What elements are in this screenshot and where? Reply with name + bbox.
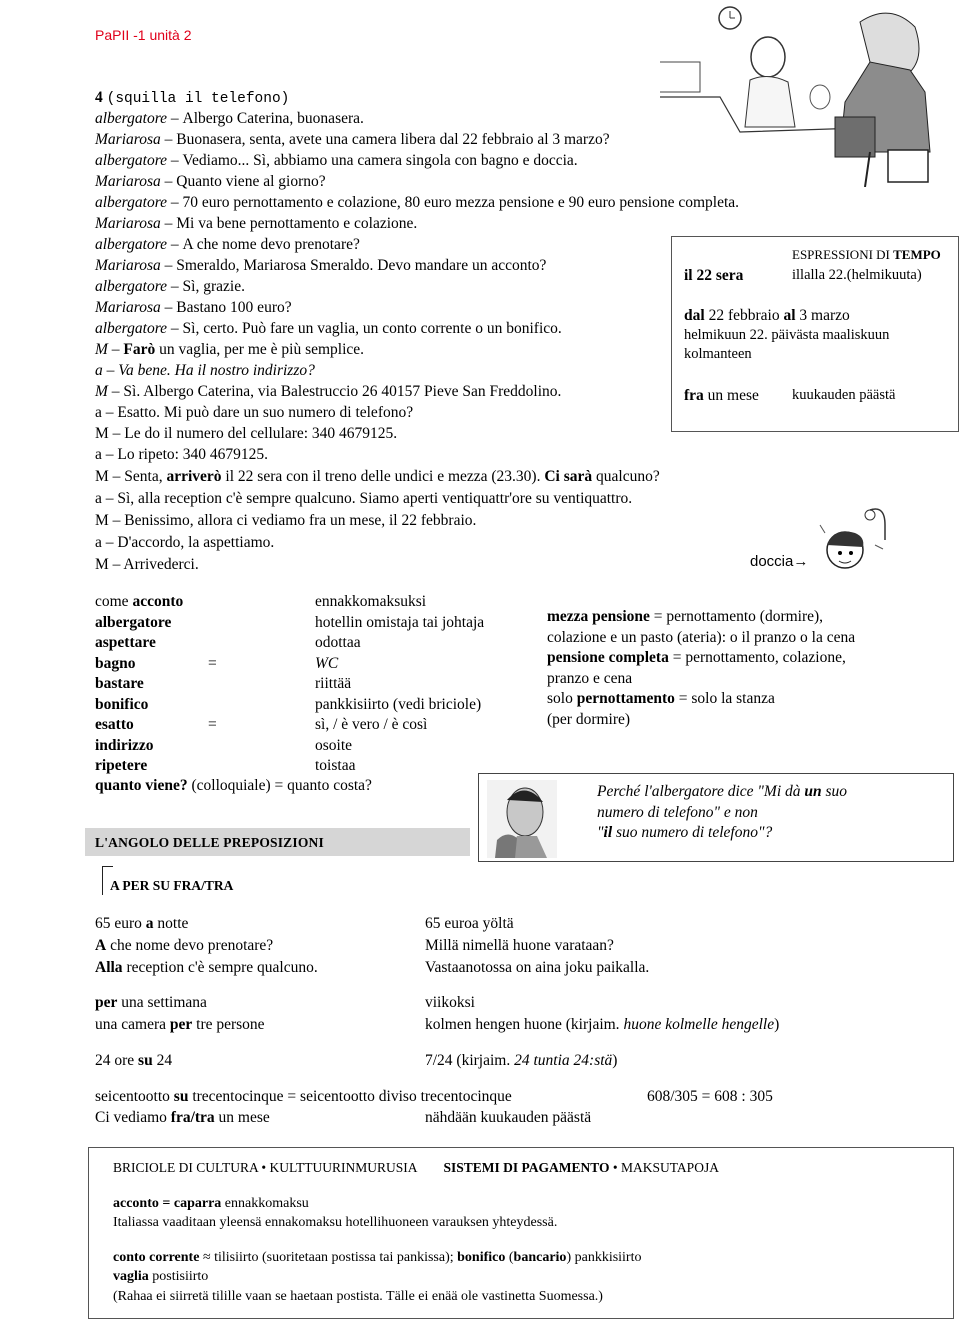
time-expr-it: dal 22 febbraio al 3 marzo xyxy=(684,307,850,324)
dialogue-line: a – Lo ripeto: 340 4679125. xyxy=(95,446,269,463)
culture-text: acconto = caparra ennakkomaksu xyxy=(113,1196,309,1211)
prepositions-it: 65 euro a notte A che nome devo prenotare? Alla reception c'è sempre qualcuno. xyxy=(95,915,318,976)
vocab-row xyxy=(95,695,555,716)
time-expr-fi: kolmanteen xyxy=(684,346,752,362)
dialogue-line: M – Le do il numero del cellulare: 340 4679125. xyxy=(95,425,398,442)
prepositions-fi: 65 euroa yöltä Millä nimellä huone varataan? Vastaanotossa on aina joku paikalla. xyxy=(425,915,650,976)
vocab-term: esatto xyxy=(95,716,134,733)
prepositions-it: per una settimana una camera per tre persone xyxy=(95,994,265,1033)
doccia-label: doccia→ xyxy=(750,553,809,570)
prepositions-it: 24 ore su 24 xyxy=(95,1052,173,1069)
vocab-row xyxy=(95,674,555,695)
vocab-equals: = xyxy=(208,654,217,672)
stage-direction: (squilla il telefono) xyxy=(106,91,290,107)
dialogue-line: albergatore – Sì, certo. Può fare un vaglia, un conto corrente o un bonifico. xyxy=(95,320,562,337)
vocab-term: indirizzo xyxy=(95,736,154,754)
dialogue-line: M – Arrivederci. xyxy=(95,556,199,573)
dialogue-line: Mariarosa – Mi va bene pernottamento e colazione. xyxy=(95,215,418,232)
shower-illustration xyxy=(815,505,895,580)
dialogue-line: a – Va bene. Ha il nostro indirizzo? xyxy=(95,362,315,379)
dialogue-line: Mariarosa – Smeraldo, Mariarosa Smeraldo. Devo mandare un acconto? xyxy=(95,257,547,274)
time-box-title: ESPRESSIONI DI TEMPO xyxy=(792,247,941,262)
vocab-row xyxy=(95,715,555,736)
prepositions-fi: 608/305 = 608 : 305 xyxy=(647,1088,773,1105)
time-expr-it: il 22 sera xyxy=(684,267,744,284)
dialogue-line: M – Benissimo, allora ci vediamo fra un mese, il 22 febbraio. xyxy=(95,512,477,529)
vocabulary-list xyxy=(95,592,555,777)
culture-crumbs-box xyxy=(88,1147,954,1319)
page-header: PaPII -1 unità 2 xyxy=(95,27,192,43)
dialogue-line: albergatore – Vediamo... Sì, abbiamo una camera singola con bagno e doccia. xyxy=(95,152,578,169)
prepositions-fi: 7/24 (kirjaim. 24 tuntia 24:stä) xyxy=(425,1052,618,1069)
vocab-term: bastare xyxy=(95,675,144,692)
culture-box-title: BRICIOLE DI CULTURA • KULTTUURINMURUSIA SISTEMI DI PAGAMENTO • MAKSUTAPOJA xyxy=(113,1160,719,1175)
prepositions-heading: L'ANGOLO DELLE PREPOSIZIONI xyxy=(95,835,324,850)
dialogue-line: a – D'accordo, la aspettiamo. xyxy=(95,534,275,551)
culture-text: (Rahaa ei siirretä tilille vaan se haetaan postista. Tälle ei enää ole vastinetta Suomessa.) xyxy=(113,1289,603,1304)
vocab-term: ripetere xyxy=(95,757,148,774)
dialogue-line: albergatore – A che nome devo prenotare? xyxy=(95,236,360,253)
pension-definitions: mezza pensione = pernottamento (dormire), colazione e un pasto (ateria): o il pranzo o la cena pensione completa = pernottamento, colazione, pranzo e cena solo pernottamento = solo la stanza (per dormire) xyxy=(547,608,856,728)
vocab-equals: = xyxy=(208,716,217,733)
time-expr-it: fra un mese xyxy=(684,387,759,404)
vocab-translation: toistaa xyxy=(315,757,356,774)
dialogue-line: albergatore – Albergo Caterina, buonasera. xyxy=(95,110,364,127)
vocab-row xyxy=(95,736,555,757)
time-expr-fi: kuukauden päästä xyxy=(792,387,896,403)
dialogue-line: albergatore – 70 euro pernottamento e colazione, 80 euro mezza pensione e 90 euro pensione completa. xyxy=(95,194,740,211)
culture-text: Italiassa vaaditaan yleensä ennakomaksu hotellihuoneen varauksen yhteydessä. xyxy=(113,1215,558,1230)
vocab-row xyxy=(95,592,555,613)
dialogue-heading xyxy=(95,87,289,108)
time-expr-fi: illalla 22.(helmikuuta) xyxy=(792,267,922,283)
vocab-translation: ennakkomaksuksi xyxy=(315,593,427,610)
vocab-note: quanto viene? (colloquiale) = quanto costa? xyxy=(95,777,372,794)
vocab-row xyxy=(95,633,555,654)
dialogue-line: M – Senta, arriverò il 22 sera con il treno delle undici e mezza (23.30). Ci sarà qualcuno? xyxy=(95,468,660,485)
prepositions-it: Ci vediamo fra/tra un mese xyxy=(95,1109,270,1126)
vocab-translation: odottaa xyxy=(315,634,361,651)
time-expressions-box xyxy=(671,236,959,432)
prepositions-fi: nähdään kuukauden päästä xyxy=(425,1109,592,1126)
question-box: Perché l'albergatore dice "Mi dà un suo numero di telefono" e non "il suo numero di telefono"? xyxy=(478,773,954,862)
dialogue-line: Mariarosa – Quanto viene al giorno? xyxy=(95,173,326,190)
dialogue-line: Mariarosa – Bastano 100 euro? xyxy=(95,299,292,316)
dialogue-line: a – Esatto. Mi può dare un suo numero di telefono? xyxy=(95,404,414,421)
dialogue-line: a – Sì, alla reception c'è sempre qualcuno. Siamo aperti ventiquattr'ore su ventiquattro. xyxy=(95,490,633,507)
vocab-row xyxy=(95,654,555,675)
dialogue-line: albergatore – Sì, grazie. xyxy=(95,278,245,295)
vocab-translation: hotellin omistaja tai johtaja xyxy=(315,613,485,631)
culture-text: conto corrente ≈ tilisiirto (suoritetaan postissa tai pankissa); bonifico (bancario) pankkisiirto xyxy=(113,1250,642,1265)
prepositions-fi: viikoksi kolmen hengen huone (kirjaim. huone kolmelle hengelle) xyxy=(425,994,780,1033)
vocab-translation: riittää xyxy=(315,675,352,692)
dialogue-line: M – Sì. Albergo Caterina, via Balestruccio 26 40157 Pieve San Freddolino. xyxy=(95,383,562,400)
prepositions-title: A PER SU FRA/TRA xyxy=(110,878,234,893)
vocab-translation: osoite xyxy=(315,736,353,754)
vocab-translation: WC xyxy=(315,654,339,672)
vocab-term: come acconto xyxy=(95,593,184,610)
exercise-number: 4 xyxy=(95,89,103,106)
vocab-term: bonifico xyxy=(95,695,149,713)
vocab-row xyxy=(95,613,555,634)
vocab-translation: pankkisiirto (vedi briciole) xyxy=(315,695,482,713)
vocab-translation: sì, / è vero / è così xyxy=(315,716,428,733)
dialogue-line: M – Farò un vaglia, per me è più semplice. xyxy=(95,341,365,358)
vocab-term: bagno xyxy=(95,654,136,672)
dialogue-line: Mariarosa – Buonasera, senta, avete una camera libera dal 22 febbraio al 3 marzo? xyxy=(95,131,610,148)
prepositions-it: seicentootto su trecentocinque = seicentootto diviso trecentocinque xyxy=(95,1088,512,1105)
time-expr-fi: helmikuun 22. päivästa maaliskuun xyxy=(684,327,890,343)
vocab-term: albergatore xyxy=(95,613,172,631)
culture-text: vaglia postisiirto xyxy=(113,1269,209,1284)
portrait-illustration xyxy=(487,780,557,858)
vocab-term: aspettare xyxy=(95,634,156,651)
dialogue-lines xyxy=(95,108,739,339)
